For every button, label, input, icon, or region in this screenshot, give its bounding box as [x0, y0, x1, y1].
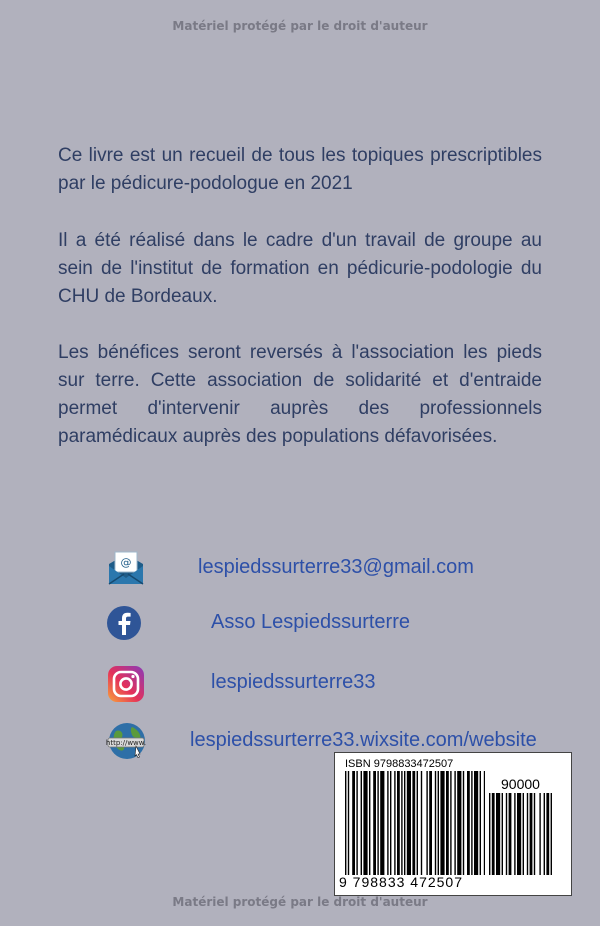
globe-icon	[104, 721, 148, 763]
paragraph-context: Il a été réalisé dans le cadre d'un travail de groupe au sein de l'institut de formation en pédicurie-podologie du CHU de Bordeaux.	[58, 230, 542, 307]
price-code: 90000	[501, 776, 540, 792]
copyright-watermark-bottom: Matériel protégé par le droit d'auteur	[172, 895, 428, 909]
instagram-icon	[104, 663, 148, 705]
ean-digits: 9 798833 472507	[339, 874, 463, 890]
paragraph-intro: Ce livre est un recueil de tous les topiques prescriptibles par le pédicure-podologue en 2021	[58, 145, 542, 194]
isbn-barcode	[334, 752, 572, 896]
addon-bars	[489, 793, 559, 875]
facebook-text[interactable]: Asso Lespiedssurterre	[211, 611, 410, 633]
instagram-text[interactable]: lespiedssurterre33	[211, 671, 376, 693]
isbn-label: ISBN 9798833472507	[345, 758, 454, 770]
paragraph-association: Les bénéfices seront reversés à l'association les pieds sur terre. Cette association de solidarité et d'entraide permet d'intervenir auprès des professionnels paramédicaux auprès des populations défavorisées.	[58, 342, 542, 447]
contact-facebook	[104, 603, 574, 645]
facebook-icon	[104, 603, 148, 645]
copyright-watermark-top: Matériel protégé par le droit d'auteur	[172, 19, 428, 33]
website-text[interactable]: lespiedssurterre33.wixsite.com/website	[190, 729, 537, 751]
svg-text:@: @	[120, 556, 132, 569]
contact-instagram	[104, 663, 574, 705]
ean-bars	[345, 771, 485, 875]
email-text[interactable]: lespiedssurterre33@gmail.com	[198, 556, 474, 578]
email-icon	[104, 548, 148, 590]
svg-text:http://www.: http://www.	[105, 739, 147, 747]
contact-email	[104, 548, 574, 590]
